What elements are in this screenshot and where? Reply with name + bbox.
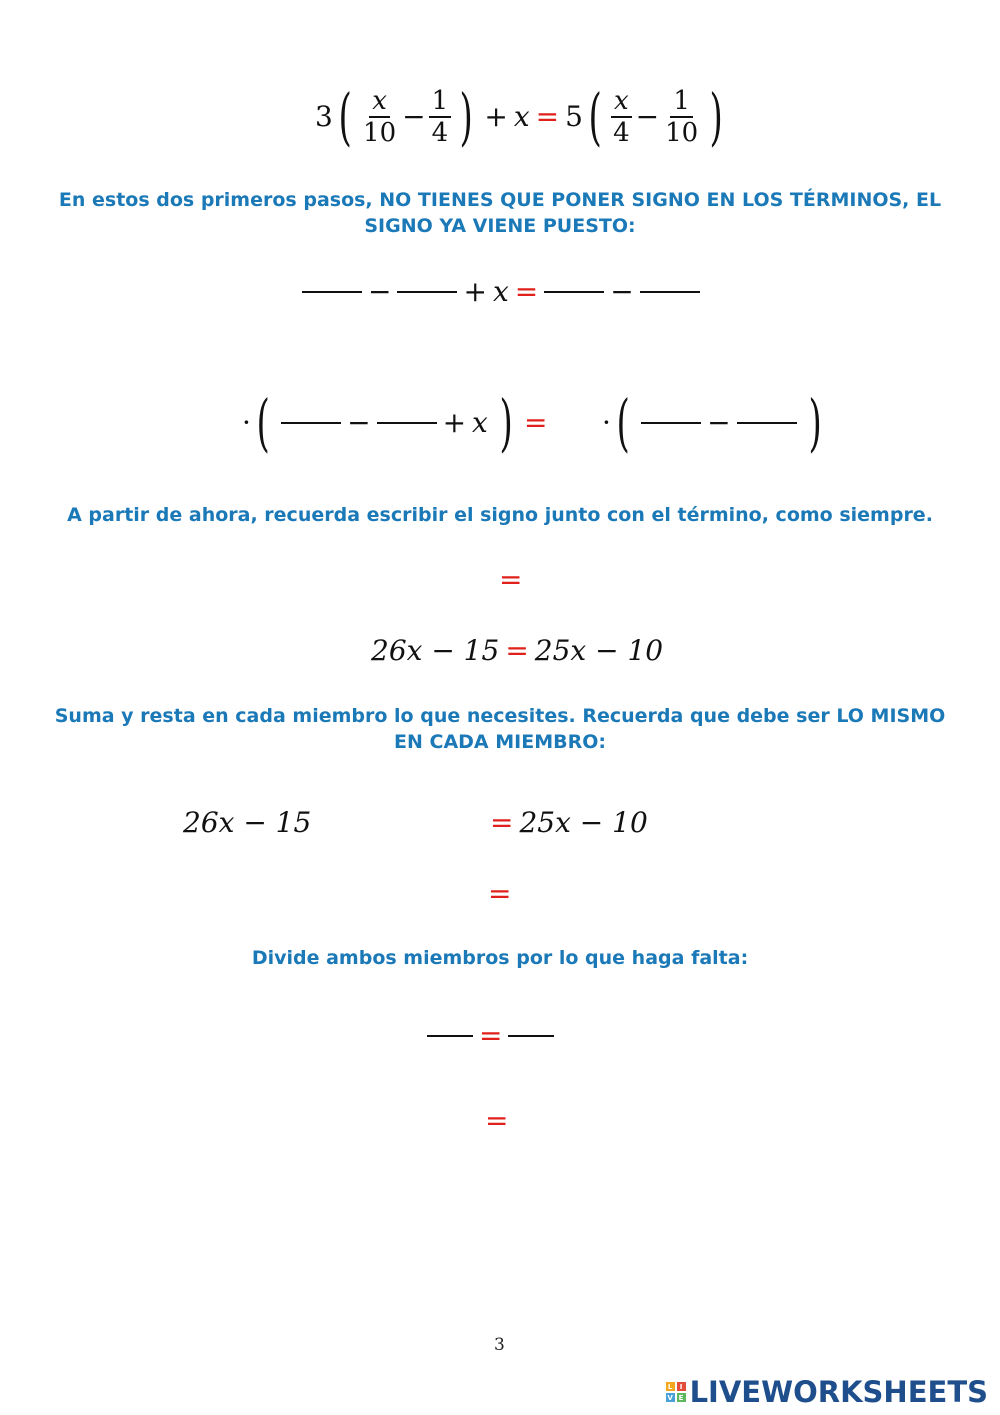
paren-open: ( (256, 386, 270, 459)
blank-5[interactable] (281, 422, 341, 424)
instruction-add-subtract: Suma y resta en cada miembro lo que necesites. Recuerda que debe ser LO MISMO EN CADA MIEMBRO: (54, 705, 946, 753)
right-member: 25x − 10 (519, 806, 648, 839)
equals-sign: = (535, 100, 560, 133)
blank-10[interactable] (508, 1035, 554, 1037)
step3-equals: = (499, 563, 523, 596)
dot-operator: · (242, 406, 251, 439)
blank-3[interactable] (544, 291, 604, 293)
blank-7[interactable] (641, 422, 701, 424)
left-member: 26x − 15 (371, 634, 500, 667)
blank-6[interactable] (377, 422, 437, 424)
equals-sign: = (479, 1019, 503, 1052)
minus-sign: − (368, 275, 392, 308)
variable-x: x (492, 275, 509, 308)
equals-sign: = (524, 406, 548, 439)
paren-open: ( (588, 80, 602, 153)
step1-row (296, 275, 706, 308)
variable-x: x (472, 406, 488, 439)
minus-sign: − (610, 275, 634, 308)
dot-operator: · (602, 406, 611, 439)
instruction-divide: Divide ambos miembros por lo que haga falta: (251, 947, 749, 969)
liveworksheets-logo (666, 1375, 988, 1409)
blank-9[interactable] (427, 1035, 473, 1037)
right-member: 25x − 10 (534, 634, 664, 667)
step4-row (371, 634, 664, 667)
paren-close: ) (459, 80, 473, 153)
step5-right (490, 806, 654, 839)
plus-sign: + (463, 275, 487, 308)
blank-1[interactable] (302, 291, 362, 293)
equals-sign: = (490, 806, 514, 839)
logo-text: LIVEWORKSHEETS (689, 1375, 988, 1409)
blank-8[interactable] (737, 422, 797, 424)
fraction-1-4: $\frac{1}{4}$ (429, 88, 452, 146)
paren-close: ) (499, 386, 513, 459)
fraction-x-10: $\frac{x}{10}$ (363, 86, 397, 148)
variable-x: x (513, 100, 530, 133)
step5-left: 26x − 15 (183, 806, 312, 839)
minus-sign: − (402, 100, 426, 133)
fraction-x-4: $\frac{x}{4}$ (610, 88, 633, 146)
instruction-write-sign: A partir de ahora, recuerda escribir el signo junto con el término, como siempre. (67, 504, 933, 526)
equals-sign: = (505, 634, 529, 667)
fraction-1-10: $\frac{1}{10}$ (665, 86, 699, 148)
step2-right (602, 386, 827, 459)
step8-equals: = (485, 1104, 509, 1137)
plus-sign: + (442, 406, 467, 439)
minus-sign: − (635, 100, 660, 133)
logo-icon: L I V E (666, 1382, 686, 1402)
blank-4[interactable] (640, 291, 700, 293)
step6-equals: = (488, 877, 512, 910)
plus-sign: + (484, 100, 508, 133)
minus-sign: − (347, 406, 371, 439)
paren-close: ) (808, 386, 822, 459)
minus-sign: − (707, 406, 731, 439)
coef-right: 5 (565, 100, 583, 133)
paren-close: ) (709, 80, 723, 153)
main-equation (315, 80, 728, 153)
page-number: 3 (494, 1335, 505, 1355)
paren-open: ( (338, 80, 352, 153)
instruction-no-sign: En estos dos primeros pasos, NO TIENES QUE PONER SIGNO EN LOS TÉRMINOS, EL SIGNO YA VIENE PUESTO: (58, 189, 942, 237)
paren-open: ( (616, 386, 630, 459)
step7-row (421, 1019, 560, 1052)
step2-left (242, 386, 554, 459)
coef-left: 3 (315, 100, 333, 133)
equals-sign: = (514, 275, 539, 308)
blank-2[interactable] (397, 291, 457, 293)
